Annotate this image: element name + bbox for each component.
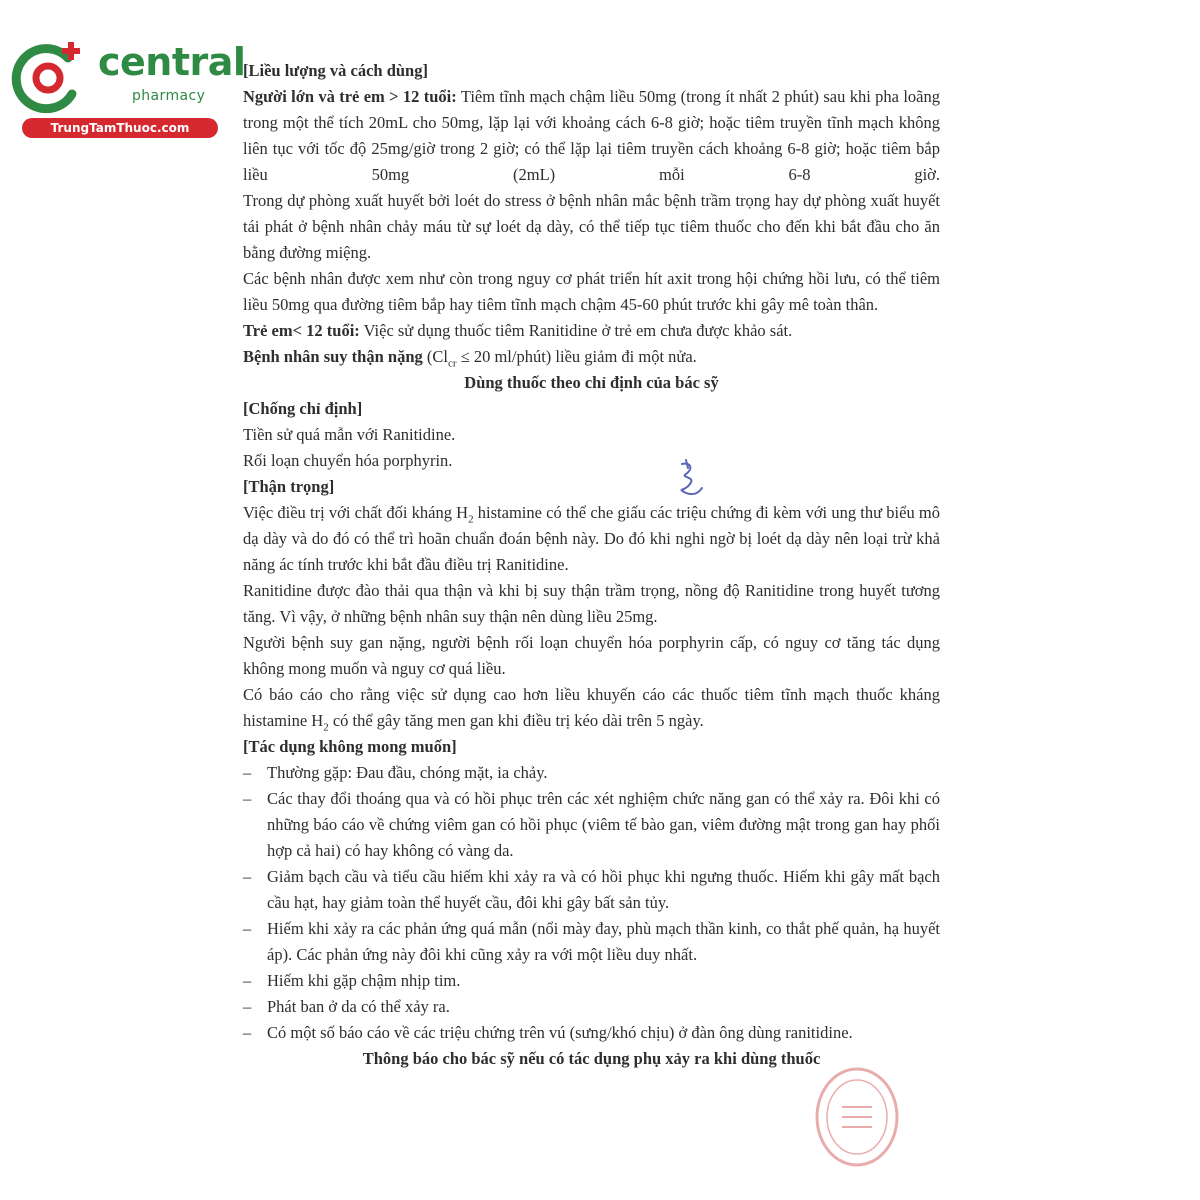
adult-text: Tiêm tĩnh mạch chậm liều 50mg (trong ít nhất 2 phút) sau khi pha loãng trong một thể tích 20mL cho 50mg, lặp lại với khoảng cách 6-8 giờ; hoặc tiêm truyền tĩnh mạch không liên tục với tốc độ 25mg/giờ trong 2 giờ; có thể lặp lại tiêm truyền cách khoảng 6-8 giờ; hoặc tiêm bắp liều 50mg (2mL) mỗi 6-8 giờ. — [243, 87, 940, 184]
caution-paragraph-3: Người bệnh suy gan nặng, người bệnh rối loạn chuyển hóa porphyrin cấp, có nguy cơ tăng tác dụng không mong muốn và nguy cơ quá liều. — [243, 633, 940, 678]
logo-subtitle: pharmacy — [132, 88, 206, 104]
list-item — [243, 786, 940, 864]
document-body — [243, 58, 940, 1072]
list-item-text: Thường gặp: Đau đầu, chóng mặt, ia chảy. — [267, 763, 548, 782]
list-item-text: Có một số báo cáo về các triệu chứng trên vú (sưng/khó chịu) ở đàn ông dùng ranitidine. — [267, 1023, 853, 1042]
stamp-seal-icon — [812, 1062, 902, 1172]
renal-paragraph — [243, 344, 940, 370]
dash-bullet: – — [243, 1023, 252, 1042]
adult-dosage-paragraph — [243, 84, 940, 188]
list-item-text: Hiếm khi gặp chậm nhịp tim. — [267, 971, 461, 990]
list-item — [243, 994, 940, 1020]
caution-heading: [Thận trọng] — [243, 477, 335, 496]
list-item-text: Giảm bạch cầu và tiểu cầu hiếm khi xảy ra và có hồi phục khi ngưng thuốc. Hiếm khi gây mất bạch cầu hạt, hay giảm toàn thể huyết cầu, đôi khi gây bất sản tủy. — [267, 867, 940, 912]
signature-icon — [668, 458, 712, 508]
logo-name: central — [98, 40, 246, 84]
contraindication-item: Tiền sử quá mẫn với Ranitidine. — [243, 425, 456, 444]
list-item-text: Hiếm khi xảy ra các phản ứng quá mẫn (nổi mày đay, phù mạch thần kinh, co thắt phế quản, hạ huyết áp). Các phản ứng này đôi khi cũng xảy ra với một liều duy nhất. — [267, 919, 940, 964]
adverse-heading: [Tác dụng không mong muốn] — [243, 737, 457, 756]
list-item — [243, 916, 940, 968]
dash-bullet: – — [243, 971, 252, 990]
dosage-heading: [Liều lượng và cách dùng] — [243, 61, 428, 80]
caution-1-subscript: 2 — [468, 513, 474, 526]
list-item — [243, 1020, 940, 1046]
dash-bullet: – — [243, 789, 252, 808]
reflux-paragraph: Các bệnh nhân được xem như còn trong nguy cơ phát triển hít axit trong hội chứng hồi lưu, có thể tiêm liều 50mg qua đường tiêm bắp hay tiêm tĩnh mạch chậm 45-60 phút trước khi gây mê toàn thân. — [243, 269, 940, 314]
child-text: Việc sử dụng thuốc tiêm Ranitidine ở trẻ em chưa được khảo sát. — [363, 321, 793, 340]
caution-4-text-b: có thể gây tăng men gan khi điều trị kéo dài trên 5 ngày. — [332, 711, 704, 730]
logo-url-badge: TrungTamThuoc.com — [22, 118, 218, 138]
caution-1-text-b: histamine có thể che giấu các triệu chứng đi kèm với ung thư biểu mô dạ dày và do đó có thể trì hoãn chuẩn đoán bệnh này. Do đó khi nghi ngờ bị loét dạ dày nên loại trừ khả năng ác tính trước khi bắt đầu điều trị Ranitidine. — [243, 503, 940, 574]
renal-label: Bệnh nhân suy thận nặng — [243, 347, 423, 366]
dash-bullet: – — [243, 867, 252, 886]
brand-logo — [10, 38, 246, 138]
caution-paragraph-2: Ranitidine được đào thải qua thận và khi bị suy thận trầm trọng, nồng độ Ranitidine trong huyết tương tăng. Vì vậy, ở những bệnh nhân suy thận nên dùng liều 25mg. — [243, 581, 940, 626]
footer-note: Thông báo cho bác sỹ nếu có tác dụng phụ xảy ra khi dùng thuốc — [362, 1049, 821, 1068]
renal-cl: (Cl — [426, 347, 448, 366]
prescription-note: Dùng thuốc theo chỉ định của bác sỹ — [464, 373, 719, 392]
list-item — [243, 760, 940, 786]
dash-bullet: – — [243, 997, 252, 1016]
caution-4-subscript: 2 — [323, 721, 329, 734]
list-item-text: Các thay đổi thoáng qua và có hồi phục trên các xét nghiệm chức năng gan có thể xảy ra. Đôi khi có những báo cáo về chứng viêm gan có hồi phục (viêm tế bào gan, viêm đường mật trong gan hay phối hợp cả hai) có hay không có vàng da. — [267, 789, 940, 860]
contraindication-item: Rối loạn chuyển hóa porphyrin. — [243, 451, 453, 470]
renal-text: ≤ 20 ml/phút) liều giảm đi một nửa. — [460, 347, 697, 366]
caution-paragraph-4 — [243, 682, 940, 734]
list-item — [243, 864, 940, 916]
adult-label: Người lớn và trẻ em > 12 tuổi: — [243, 87, 457, 106]
contraindication-heading: [Chống chỉ định] — [243, 399, 363, 418]
dash-bullet: – — [243, 763, 252, 782]
stress-paragraph: Trong dự phòng xuất huyết bởi loét do stress ở bệnh nhân mắc bệnh trầm trọng hay dự phòng xuất huyết tái phát ở bệnh nhân chảy máu từ sự loét dạ dày, có thể tiếp tục tiêm thuốc cho đến khi bắt đầu cho ăn bằng đường miệng. — [243, 191, 940, 262]
child-paragraph — [243, 318, 940, 344]
child-label: Trẻ em< 12 tuổi: — [243, 321, 360, 340]
central-pharmacy-logo-icon — [10, 38, 90, 118]
list-item — [243, 968, 940, 994]
dash-bullet: – — [243, 919, 252, 938]
caution-4-text-a: Có báo cáo cho rằng việc sử dụng cao hơn liều khuyến cáo các thuốc tiêm tĩnh mạch thuốc kháng histamine H — [243, 685, 940, 730]
caution-1-text-a: Việc điều trị với chất đối kháng H — [243, 503, 469, 522]
caution-paragraph-1 — [243, 500, 940, 578]
list-item-text: Phát ban ở da có thể xảy ra. — [267, 997, 450, 1016]
renal-cl-subscript: cr — [447, 357, 457, 370]
